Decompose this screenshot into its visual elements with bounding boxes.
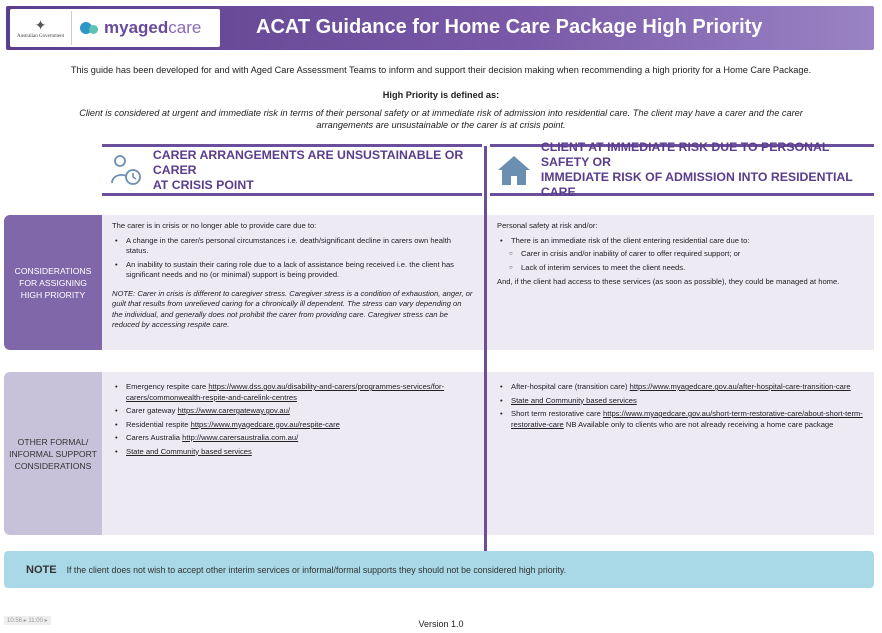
government-logo: [10, 11, 72, 45]
list-item: • There is an immediate risk of the client entering residential care due to:: [497, 236, 864, 247]
cell-supports-client: [487, 372, 874, 535]
carer-clock-icon: [108, 150, 145, 190]
cell-considerations-carer: The carer is in crisis or no longer able to provide care due to: • A change in the carer/s personal circumstances i.e. death/significant decline in carers own health status. • An inability to sustain their caring role due to a lack of assistance being received i.e. the client has significant needs and no (or minimal) support is being provided. NOTE: Carer in crisis is different to caregiver stress. Caregiver stress is a condition of exhaustion, anger, or guilt that results from unrelieved caring for a chronically ill dependent. The stress can vary depending on the individual, and generally does not prohibit the carer from providing care. Caregiver stress can be reduced by accessing respite care.: [102, 215, 484, 350]
cell-supports-carer: [102, 372, 484, 535]
row-label-supports: OTHER FORMAL/ INFORMAL SUPPORT CONSIDERATIONS: [4, 372, 102, 535]
government-label: Australian Government: [16, 33, 65, 39]
row-label-considerations: CONSIDERATIONS FOR ASSIGNING HIGH PRIORITY: [4, 215, 102, 350]
carers-australia-link[interactable]: http://www.carersaustralia.com.au/: [182, 433, 299, 442]
state-services-link[interactable]: State and Community based services: [126, 446, 252, 456]
restorative-care-link[interactable]: https://www.myagedcare.gov.au/short-term-restorative-care/about-short-term-restorative-care: [511, 409, 863, 429]
header-banner: [6, 6, 874, 50]
list-item: • Residential respite https://www.myagedcare.gov.au/respite-care: [112, 420, 474, 431]
people-icon: [80, 22, 98, 34]
list-item: • Carers Australia http://www.carersaustralia.com.au/: [112, 433, 474, 444]
caregiver-stress-note: NOTE: Carer in crisis is different to caregiver stress. Caregiver stress is a condition of exhaustion, anger, or guilt that results from unrelieved caring for a chronically ill dependent. The stress can vary depending on the individual, and generally does not prohibit the carer from providing care. Caregiver stress can be reduced by accessing respite care.: [112, 288, 473, 329]
column-header-carer-text: CARER ARRANGEMENTS ARE UNSUSTAINABLE OR CARER AT CRISIS POINT: [152, 147, 464, 192]
list-item: • A change in the carer/s personal circumstances i.e. death/significant decline in carers own health status.: [112, 236, 474, 257]
note-text: If the client does not wish to accept other interim services or informal/formal supports they should not be considered high priority.: [66, 564, 567, 575]
timestamp-badge: 10:56 ▸ 11:00 ▸: [4, 616, 51, 625]
cell-considerations-client: Personal safety at risk and/or: • There is an immediate risk of the client entering residential care due to: ○ Carer in crisis and/or inability of carer to offer required support; or ○ Lack of interim services to meet the client needs. And, if the client had access to these services (as soon as possible), they could be managed at home.: [487, 215, 874, 350]
list-item: • After-hospital care (transition care) https://www.myagedcare.gov.au/after-hospital-care-transition-care: [497, 382, 864, 393]
column-header-client: [490, 140, 874, 199]
list-item: • Carer gateway https://www.carergateway.gov.au/: [112, 406, 474, 417]
carer-gateway-link[interactable]: https://www.carergateway.gov.au/: [177, 406, 290, 415]
after-hospital-link[interactable]: https://www.myagedcare.gov.au/after-hospital-care-transition-care: [629, 382, 851, 391]
crest-icon: ✦: [34, 16, 47, 33]
high-priority-definition: Client is considered at urgent and immediate risk in terms of their personal safety or at immediate risk of admission into residential care. The client may have a carer and the carer arrangements are unsustainable or the carer is at crisis point.: [79, 108, 803, 130]
home-management-text: And, if the client had access to these services (as soon as possible), they could be managed at home.: [497, 277, 840, 286]
page-title: ACAT Guidance for Home Care Package High Priority: [256, 16, 763, 38]
respite-link[interactable]: https://www.dss.gov.au/disability-and-carers/programmes-services/for-carers/commonwealth-respite-and-carelink-centres: [126, 382, 445, 402]
column-header-client-text: CLIENT AT IMMEDIATE RISK DUE TO PERSONAL SAFETY OR IMMEDIATE RISK OF ADMISSION INTO RESIDENTIAL CARE: [540, 140, 853, 199]
state-services-link[interactable]: State and Community based services: [511, 395, 637, 405]
intro-text: This guide has been developed for and with Aged Care Assessment Teams to inform and support their decision making when recommending a high priority for a Home Care Package.: [70, 65, 812, 75]
list-item: [112, 447, 474, 458]
brand-name: myagedcare: [104, 18, 202, 37]
list-item: • Emergency respite care https://www.dss.gov.au/disability-and-carers/programmes-services/for-carers/commonwealth-respite-and-carelink-centres: [112, 382, 474, 403]
house-icon: [496, 150, 533, 190]
residential-respite-link[interactable]: https://www.myagedcare.gov.au/respite-care: [190, 419, 340, 429]
list-item: [497, 396, 864, 407]
note-banner: [4, 551, 874, 588]
logo-box: [10, 9, 220, 47]
list-item: • An inability to sustain their caring role due to a lack of assistance being received i.e. the client has significant needs and no (or minimal) support is being provided.: [112, 260, 474, 281]
column-header-carer: [102, 144, 482, 196]
myagedcare-logo: [72, 18, 201, 38]
list-item: • Short term restorative care https://www.myagedcare.gov.au/short-term-restorative-care/about-short-term-restorative-care NB Available only to clients who are not already receiving a home care package: [497, 409, 864, 430]
version-label: Version 1.0: [418, 619, 464, 629]
high-priority-label: High Priority is defined as:: [382, 90, 500, 100]
sub-list-item: ○ Carer in crisis and/or inability of carer to offer required support; or: [497, 249, 864, 260]
note-key: NOTE: [26, 563, 57, 576]
sub-list-item: ○ Lack of interim services to meet the client needs.: [497, 263, 864, 274]
